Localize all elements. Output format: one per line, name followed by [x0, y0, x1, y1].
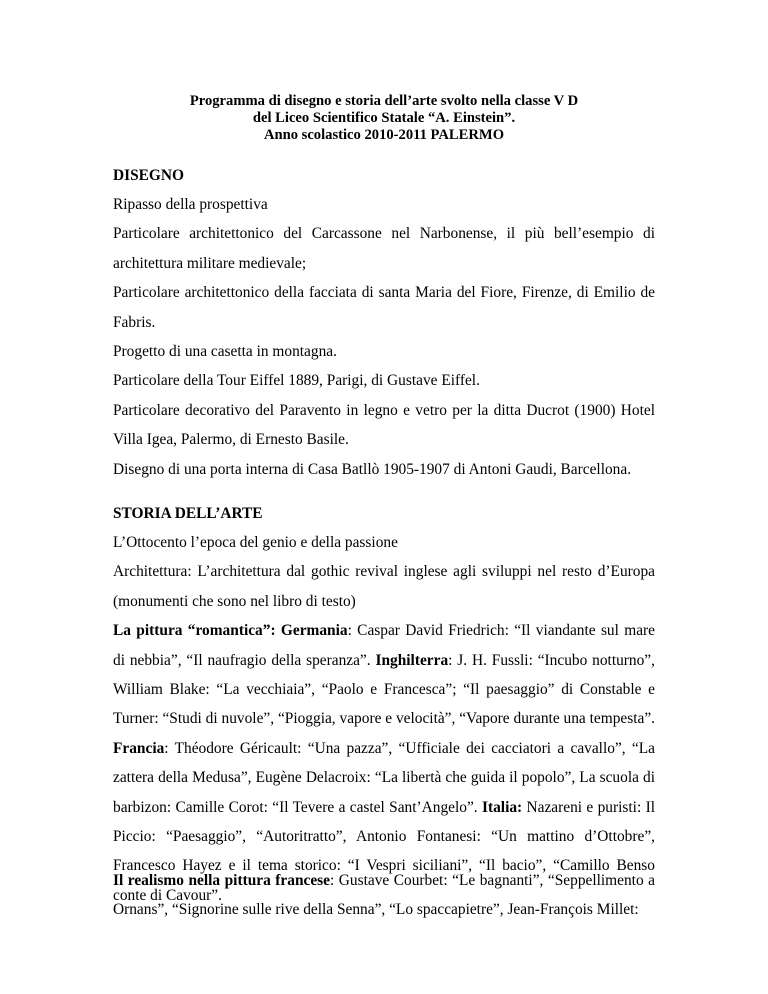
disegno-item: Particolare architettonico della facciata di santa Maria del Fiore, Firenze, di Emilio de Fabris.	[113, 284, 655, 331]
romantica-italia-label: Italia:	[481, 798, 523, 816]
header-line-1: Programma di disegno e storia dell’arte svolto nella classe V D	[189, 93, 579, 109]
romantica-inghilterra-text: : J. H. Fussli: “Incubo notturno”, William Blake: “La vecchiaia”, “Paolo e Francesca”; “Il paesaggio” di Constable e Turner: “Studi di nuvole”, “Pioggia, vapore e velocità”, “Vapore durante una tempesta”.	[113, 651, 655, 728]
romantica-italia-text: Nazareni e puristi: Il Piccio: “Paesaggio”, “Autoritratto”, Antonio Fontanesi: “Un mattino d’Ottobre”, Francesco Hayez e il tema storico: “I Vespri siciliani”, “Il bacio”, “Camillo Benso conte di Cavour”.	[113, 798, 655, 904]
romantica-heading: La pittura “romantica”: Germania	[113, 622, 348, 640]
section-title-disegno: DISEGNO	[113, 167, 184, 184]
disegno-item: Disegno di una porta interna di Casa Batllò 1905-1907 di Antoni Gaudi, Barcellona.	[113, 460, 632, 478]
realismo-text: : Gustave Courbet: “Le bagnanti”, “Seppellimento a Ornans”, “Signorine sulle rive della Senna”, “Lo spaccapietre”, Jean-François Millet:	[113, 872, 656, 919]
storia-intro: L’Ottocento l’epoca del genio e della passione	[113, 534, 398, 551]
disegno-item: Particolare architettonico del Carcassone nel Narbonense, il più bell’esempio di architettura militare medievale;	[113, 225, 655, 272]
storia-realismo	[113, 866, 655, 925]
storia-architettura: Architettura: L’architettura dal gothic revival inglese agli sviluppi nel resto d’Europa (monumenti che sono nel libro di testo)	[113, 563, 655, 610]
disegno-item: Progetto di una casetta in montagna.	[113, 343, 337, 361]
romantica-germania-text: : Caspar David Friedrich: “Il viandante sul mare di nebbia”, “Il naufragio della speranza”.	[113, 622, 655, 669]
document-header	[0, 93, 768, 144]
realismo-paragraph	[113, 866, 655, 925]
romantica-francia-label: Francia	[113, 739, 165, 757]
header-line-3: Anno scolastico 2010-2011 PALERMO	[263, 127, 505, 143]
disegno-item: Particolare decorativo del Paravento in legno e vetro per la ditta Ducrot (1900) Hotel Villa Igea, Palermo, di Ernesto Basile.	[113, 401, 655, 449]
storia-body	[113, 528, 655, 910]
section-title-storia: STORIA DELL’ARTE	[113, 505, 263, 522]
disegno-list	[113, 190, 655, 484]
romantica-francia-text: : Théodore Géricault: “Una pazza”, “Ufficiale dei cacciatori a cavallo”, “La zattera della Medusa”, Eugène Delacroix: “La libertà che guida il popolo”, La scuola di barbizon: Camille Corot: “Il Tevere a castel Sant’Angelo”.	[113, 739, 655, 816]
romantica-inghilterra-label: Inghilterra	[375, 651, 449, 669]
disegno-item: Ripasso della prospettiva	[113, 196, 268, 213]
realismo-heading: Il realismo nella pittura francese	[113, 872, 330, 889]
disegno-item: Particolare della Tour Eiffel 1889, Parigi, di Gustave Eiffel.	[113, 372, 480, 390]
header-line-2: del Liceo Scientifico Statale “A. Einstein”.	[252, 110, 516, 126]
